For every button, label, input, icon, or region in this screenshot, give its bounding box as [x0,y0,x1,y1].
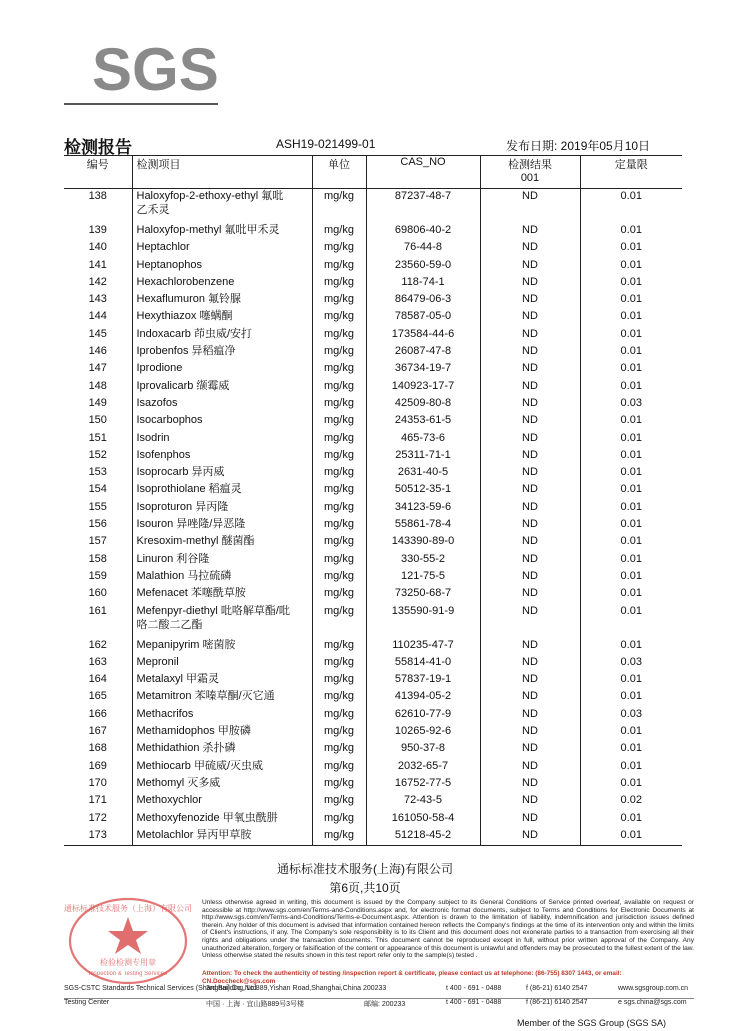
svg-text:Inspection & Testing Services: Inspection & Testing Services [88,971,168,977]
row-item: Methamidophos 甲胺磷 [132,724,312,741]
row-result: ND [480,517,580,534]
table-body [64,189,682,846]
tel-en: t 400 - 691 - 0488 [446,985,502,992]
row-limit: 0.03 [580,396,682,413]
row-no: 146 [88,345,107,358]
row-unit: mg/kg [312,465,366,482]
row-item: Isoprocarb 异丙威 [132,465,312,482]
row-no: 154 [88,483,107,496]
row-unit: mg/kg [312,569,366,586]
row-limit: 0.01 [580,724,682,741]
col-header-no: 编号 [64,156,132,189]
row-item: Kresoxim-methyl 醚菌酯 [132,534,312,551]
row-result: ND [480,292,580,309]
row-no: 160 [88,587,107,600]
row-cas: 121-75-5 [366,569,480,586]
row-cas: 73250-68-7 [366,586,480,603]
authenticity-notice: Attention: To check the authenticity of testing /inspection report & certificate, please contact us at telephone: (86-755) 8307 1443, or email: CN.Doccheck@sgs.com [202,970,622,985]
row-cas: 330-55-2 [366,552,480,569]
row-item: Iprobenfos 异稻瘟净 [132,344,312,361]
row-result: ND [480,240,580,257]
row-limit: 0.01 [580,309,682,326]
row-item: Isofenphos [132,448,312,465]
report-number: ASH19-021499-01 [276,137,376,151]
table-row [64,534,682,551]
table-row [64,793,682,810]
row-cas: 23560-59-0 [366,258,480,275]
report-title: 检测报告 [64,138,132,157]
row-cas: 50512-35-1 [366,482,480,499]
row-cas: 26087-47-8 [366,344,480,361]
row-no: 150 [88,414,107,427]
row-result: ND [480,379,580,396]
row-no: 173 [64,828,132,846]
row-unit: mg/kg [312,741,366,758]
row-result: ND [480,413,580,430]
table-row [64,500,682,517]
row-limit: 0.01 [580,586,682,603]
lab-name-en: SGS-CSTC Standards Technical Services (Shanghai) Co., Ltd. [64,985,259,992]
web-en: www.sgsgroup.com.cn [618,985,689,992]
row-limit: 0.01 [580,448,682,465]
sgs-logo [92,36,219,103]
row-result: ND [480,344,580,361]
row-limit: 0.01 [580,258,682,275]
row-result: ND [480,828,580,846]
row-limit: 0.01 [580,776,682,793]
table-row [64,604,682,638]
row-cas: 135590-91-9 [366,604,480,638]
row-limit: 0.01 [580,482,682,499]
row-no: 165 [88,690,107,703]
row-cas: 86479-06-3 [366,292,480,309]
row-limit: 0.01 [580,379,682,396]
row-cas: 62610-77-9 [366,707,480,724]
table-row [64,482,682,499]
row-limit: 0.01 [580,189,682,224]
row-result: ND [480,396,580,413]
table-row [64,741,682,758]
lab-name-en-2: Testing Center [64,999,110,1006]
col-header-limit: 定量限 [580,156,682,189]
row-unit: mg/kg [312,379,366,396]
row-no: 171 [88,794,107,807]
row-cas: 42509-80-8 [366,396,480,413]
fax-cn: f (86-21) 6140 2547 [526,999,588,1006]
address-row-en [64,985,694,999]
svg-text:检验检测专用章: 检验检测专用章 [100,958,156,967]
row-limit: 0.01 [580,534,682,551]
row-item: Methidathion 杀扑磷 [132,741,312,758]
row-cas: 41394-05-2 [366,689,480,706]
row-item: Isazofos [132,396,312,413]
row-unit: mg/kg [312,482,366,499]
row-limit: 0.01 [580,552,682,569]
row-unit: mg/kg [312,396,366,413]
col-header-unit: 单位 [312,156,366,189]
table-header-row [64,156,682,189]
row-no: 164 [88,673,107,686]
row-item: Methoxyfenozide 甲氧虫酰肼 [132,811,312,828]
row-result: ND [480,724,580,741]
row-result: ND [480,604,580,638]
table-row [64,189,682,224]
row-cas: 57837-19-1 [366,672,480,689]
row-unit: mg/kg [312,586,366,603]
row-limit: 0.03 [580,655,682,672]
table-row [64,811,682,828]
table-row [64,759,682,776]
table-row [64,361,682,378]
row-cas: 118-74-1 [366,275,480,292]
row-limit: 0.01 [580,689,682,706]
row-cas: 10265-92-6 [366,724,480,741]
table-row [64,431,682,448]
email-cn: e sgs.china@sgs.com [618,999,687,1006]
row-result: ND [480,638,580,655]
row-item: Mepanipyrim 嘧菌胺 [132,638,312,655]
row-item: Metamitron 苯嗪草酮/灭它通 [132,689,312,706]
row-unit: mg/kg [312,292,366,309]
svg-text:SGS: SGS [92,36,219,103]
row-no: 161 [88,604,107,617]
row-no: 152 [88,448,107,461]
row-item: Mefenacet 苯噻酰草胺 [132,586,312,603]
table-row [64,517,682,534]
row-cas: 72-43-5 [366,793,480,810]
row-limit: 0.01 [580,569,682,586]
fax-en: f (86-21) 6140 2547 [526,985,588,992]
row-no: 143 [88,293,107,306]
row-no: 172 [88,811,107,824]
row-no: 155 [88,500,107,513]
row-cas: 950-37-8 [366,741,480,758]
row-item: Isocarbophos [132,413,312,430]
row-no: 157 [88,535,107,548]
results-table [64,155,682,846]
row-item: Indoxacarb 茚虫威/安打 [132,327,312,344]
row-item: Iprodione [132,361,312,378]
row-no: 167 [88,725,107,738]
row-result: ND [480,309,580,326]
table-row [64,327,682,344]
row-unit: mg/kg [312,655,366,672]
row-limit: 0.01 [580,413,682,430]
legal-disclaimer: Unless otherwise agreed in writing, this document is issued by the Company subject to its General Conditions of Service printed overleaf, available on request or accessible at http://www.sgs.com/en/Terms-and-Conditions.aspx and, for electronic format documents, subject to Terms and Conditions for Electronic Documents at http://www.sgs.com/en/Terms-and-Conditions/Terms-e-Document.aspx. Attention is drawn to the limitation of liability, indemnification and jurisdiction issues defined therein. Any holder of this document is advised that information contained hereon reflects the Company's findings at the time of its intervention only and within the limits of Client's instructions, if any. The Company's sole responsibility is to its Client and this document does not exonerate parties to a transaction from exercising all their rights and obligations under the transaction documents. This document cannot be reproduced except in full, without prior written approval of the Company. Any unauthorized alteration, forgery or falsification of the content or appearance of this document is unlawful and offenders may be prosecuted to the fullest extent of the law. Unless otherwise stated the results shown in this test report refer only to the sample(s) tested . [202,899,694,960]
row-result: ND [480,465,580,482]
row-cas: 110235-47-7 [366,638,480,655]
row-result: ND [480,689,580,706]
row-item: Isoprothiolane 稻瘟灵 [132,482,312,499]
table-row [64,586,682,603]
row-cas: 76-44-8 [366,240,480,257]
issue-date: 发布日期: 2019年05月10日 [506,139,651,153]
table-row [64,344,682,361]
row-limit: 0.01 [580,604,682,638]
table-row [64,707,682,724]
row-unit: mg/kg [312,638,366,655]
row-item: Heptachlor [132,240,312,257]
row-limit: 0.01 [580,759,682,776]
row-unit: mg/kg [312,672,366,689]
row-unit: mg/kg [312,552,366,569]
address-row-cn [64,999,694,1013]
table-row [64,413,682,430]
row-limit: 0.01 [580,465,682,482]
postcode-cn: 邮编: 200233 [364,1001,406,1008]
row-result: ND [480,793,580,810]
row-cas: 78587-05-0 [366,309,480,326]
row-cas: 173584-44-6 [366,327,480,344]
row-limit: 0.01 [580,361,682,378]
row-unit: mg/kg [312,724,366,741]
row-result: ND [480,776,580,793]
row-result: ND [480,569,580,586]
row-item: Metolachlor 异丙甲草胺 [132,828,312,846]
row-unit: mg/kg [312,500,366,517]
row-item: Isouron 异唑隆/异恶隆 [132,517,312,534]
row-item: Isoproturon 异丙隆 [132,500,312,517]
table-row [64,448,682,465]
table-row [64,638,682,655]
row-result: ND [480,223,580,240]
row-result: ND [480,672,580,689]
row-item: Linuron 利谷隆 [132,552,312,569]
table-row [64,223,682,240]
row-result: ND [480,448,580,465]
row-item: Metalaxyl 甲霜灵 [132,672,312,689]
row-item: Haloxyfop-2-ethoxy-ethyl 氟吡 乙禾灵 [132,189,312,224]
row-result: ND [480,759,580,776]
row-unit: mg/kg [312,517,366,534]
row-limit: 0.01 [580,811,682,828]
col-header-cas: CAS_NO [366,156,480,189]
row-unit: mg/kg [312,327,366,344]
row-unit: mg/kg [312,344,366,361]
row-unit: mg/kg [312,448,366,465]
row-unit: mg/kg [312,759,366,776]
row-unit: mg/kg [312,534,366,551]
row-unit: mg/kg [312,309,366,326]
row-limit: 0.01 [580,344,682,361]
row-result: ND [480,482,580,499]
row-no: 144 [88,310,107,323]
row-no: 162 [88,638,107,651]
row-unit: mg/kg [312,828,366,846]
col-header-result: 检测结果 001 [480,156,580,189]
row-result: ND [480,500,580,517]
row-no: 166 [88,707,107,720]
address-en: 3rd Building,No.889,Yishan Road,Shanghai,China 200233 [206,985,387,992]
row-item: Hexachlorobenzene [132,275,312,292]
row-no: 153 [88,466,107,479]
row-result: ND [480,361,580,378]
row-cas: 51218-45-2 [366,828,480,846]
row-cas: 25311-71-1 [366,448,480,465]
row-no: 148 [88,379,107,392]
row-unit: mg/kg [312,689,366,706]
row-no: 147 [88,362,107,375]
row-no: 159 [88,569,107,582]
row-limit: 0.01 [580,240,682,257]
official-stamp [64,893,194,990]
row-unit: mg/kg [312,361,366,378]
page-indicator: 第6页,共10页 [329,881,401,895]
row-no: 138 [88,190,107,202]
row-no: 141 [88,258,107,271]
row-unit: mg/kg [312,275,366,292]
table-row [64,828,682,846]
row-limit: 0.01 [580,275,682,292]
table-row [64,379,682,396]
table-row [64,396,682,413]
table-row [64,465,682,482]
row-unit: mg/kg [312,811,366,828]
row-item: Malathion 马拉硫磷 [132,569,312,586]
row-limit: 0.01 [580,431,682,448]
address-cn: 中国 · 上海 · 宜山路889号3号楼 [206,1001,305,1008]
row-cas: 465-73-6 [366,431,480,448]
table-row [64,258,682,275]
row-result: ND [480,189,580,224]
svg-text:通标标准技术服务（上海）有限公司: 通标标准技术服务（上海）有限公司 [64,904,192,913]
row-result: ND [480,258,580,275]
row-cas: 161050-58-4 [366,811,480,828]
row-unit: mg/kg [312,776,366,793]
row-result: ND [480,655,580,672]
row-item: Methiocarb 甲硫威/灭虫威 [132,759,312,776]
row-cas: 87237-48-7 [366,189,480,224]
row-unit: mg/kg [312,793,366,810]
row-result: ND [480,534,580,551]
row-item: Isodrin [132,431,312,448]
row-item: Iprovalicarb 缬霉威 [132,379,312,396]
row-no: 139 [88,224,107,236]
row-limit: 0.01 [580,638,682,655]
row-cas: 36734-19-7 [366,361,480,378]
row-limit: 0.01 [580,223,682,240]
logo-rule [64,103,218,105]
row-limit: 0.01 [580,517,682,534]
row-unit: mg/kg [312,431,366,448]
row-result: ND [480,707,580,724]
row-cas: 143390-89-0 [366,534,480,551]
row-result: ND [480,552,580,569]
row-cas: 55861-78-4 [366,517,480,534]
row-item: Hexaflumuron 氟铃脲 [132,292,312,309]
table-row [64,240,682,257]
row-limit: 0.02 [580,793,682,810]
row-unit: mg/kg [312,189,366,224]
row-cas: 140923-17-7 [366,379,480,396]
row-unit: mg/kg [312,258,366,275]
table-row [64,275,682,292]
table-row [64,672,682,689]
table-row [64,569,682,586]
row-no: 149 [88,396,107,409]
row-item: Methoxychlor [132,793,312,810]
row-no: 151 [88,431,107,444]
row-result: ND [480,586,580,603]
row-limit: 0.01 [580,292,682,309]
table-row [64,292,682,309]
row-limit: 0.01 [580,327,682,344]
row-cas: 34123-59-6 [366,500,480,517]
row-unit: mg/kg [312,223,366,240]
col-header-item: 检测项目 [132,156,312,189]
row-item: Methacrifos [132,707,312,724]
row-cas: 2631-40-5 [366,465,480,482]
table-row [64,689,682,706]
row-no: 163 [88,655,107,668]
row-limit: 0.01 [580,828,682,846]
row-no: 156 [88,518,107,531]
row-item: Heptanophos [132,258,312,275]
tel-cn: t 400 - 691 - 0488 [446,999,502,1006]
row-no: 140 [88,241,107,254]
row-item: Mefenpyr-diethyl 吡咯解草酯/吡 咯二酸二乙酯 [132,604,312,638]
row-result: ND [480,327,580,344]
row-cas: 16752-77-5 [366,776,480,793]
row-cas: 24353-61-5 [366,413,480,430]
row-cas: 2032-65-7 [366,759,480,776]
address-block [64,985,694,1013]
row-unit: mg/kg [312,604,366,638]
row-cas: 69806-40-2 [366,223,480,240]
row-unit: mg/kg [312,240,366,257]
table-row [64,776,682,793]
row-result: ND [480,811,580,828]
row-unit: mg/kg [312,413,366,430]
row-cas: 55814-41-0 [366,655,480,672]
row-no: 158 [88,552,107,565]
table-row [64,655,682,672]
table-row [64,724,682,741]
table-row [64,309,682,326]
row-result: ND [480,431,580,448]
company-name: 通标标准技术服务(上海)有限公司 [277,862,453,876]
row-no: 145 [88,327,107,340]
member-note: Member of the SGS Group (SGS SA) [517,1018,667,1028]
row-no: 170 [88,776,107,789]
row-result: ND [480,275,580,292]
row-item: Haloxyfop-methyl 氟吡甲禾灵 [132,223,312,240]
row-item: Mepronil [132,655,312,672]
row-no: 168 [88,742,107,755]
row-limit: 0.03 [580,707,682,724]
row-result: ND [480,741,580,758]
row-item: Hexythiazox 噻螨酮 [132,309,312,326]
row-item: Methomyl 灭多威 [132,776,312,793]
row-no: 142 [88,275,107,288]
row-limit: 0.01 [580,500,682,517]
row-no: 169 [88,759,107,772]
row-unit: mg/kg [312,707,366,724]
row-limit: 0.01 [580,741,682,758]
row-limit: 0.01 [580,672,682,689]
table-row [64,552,682,569]
